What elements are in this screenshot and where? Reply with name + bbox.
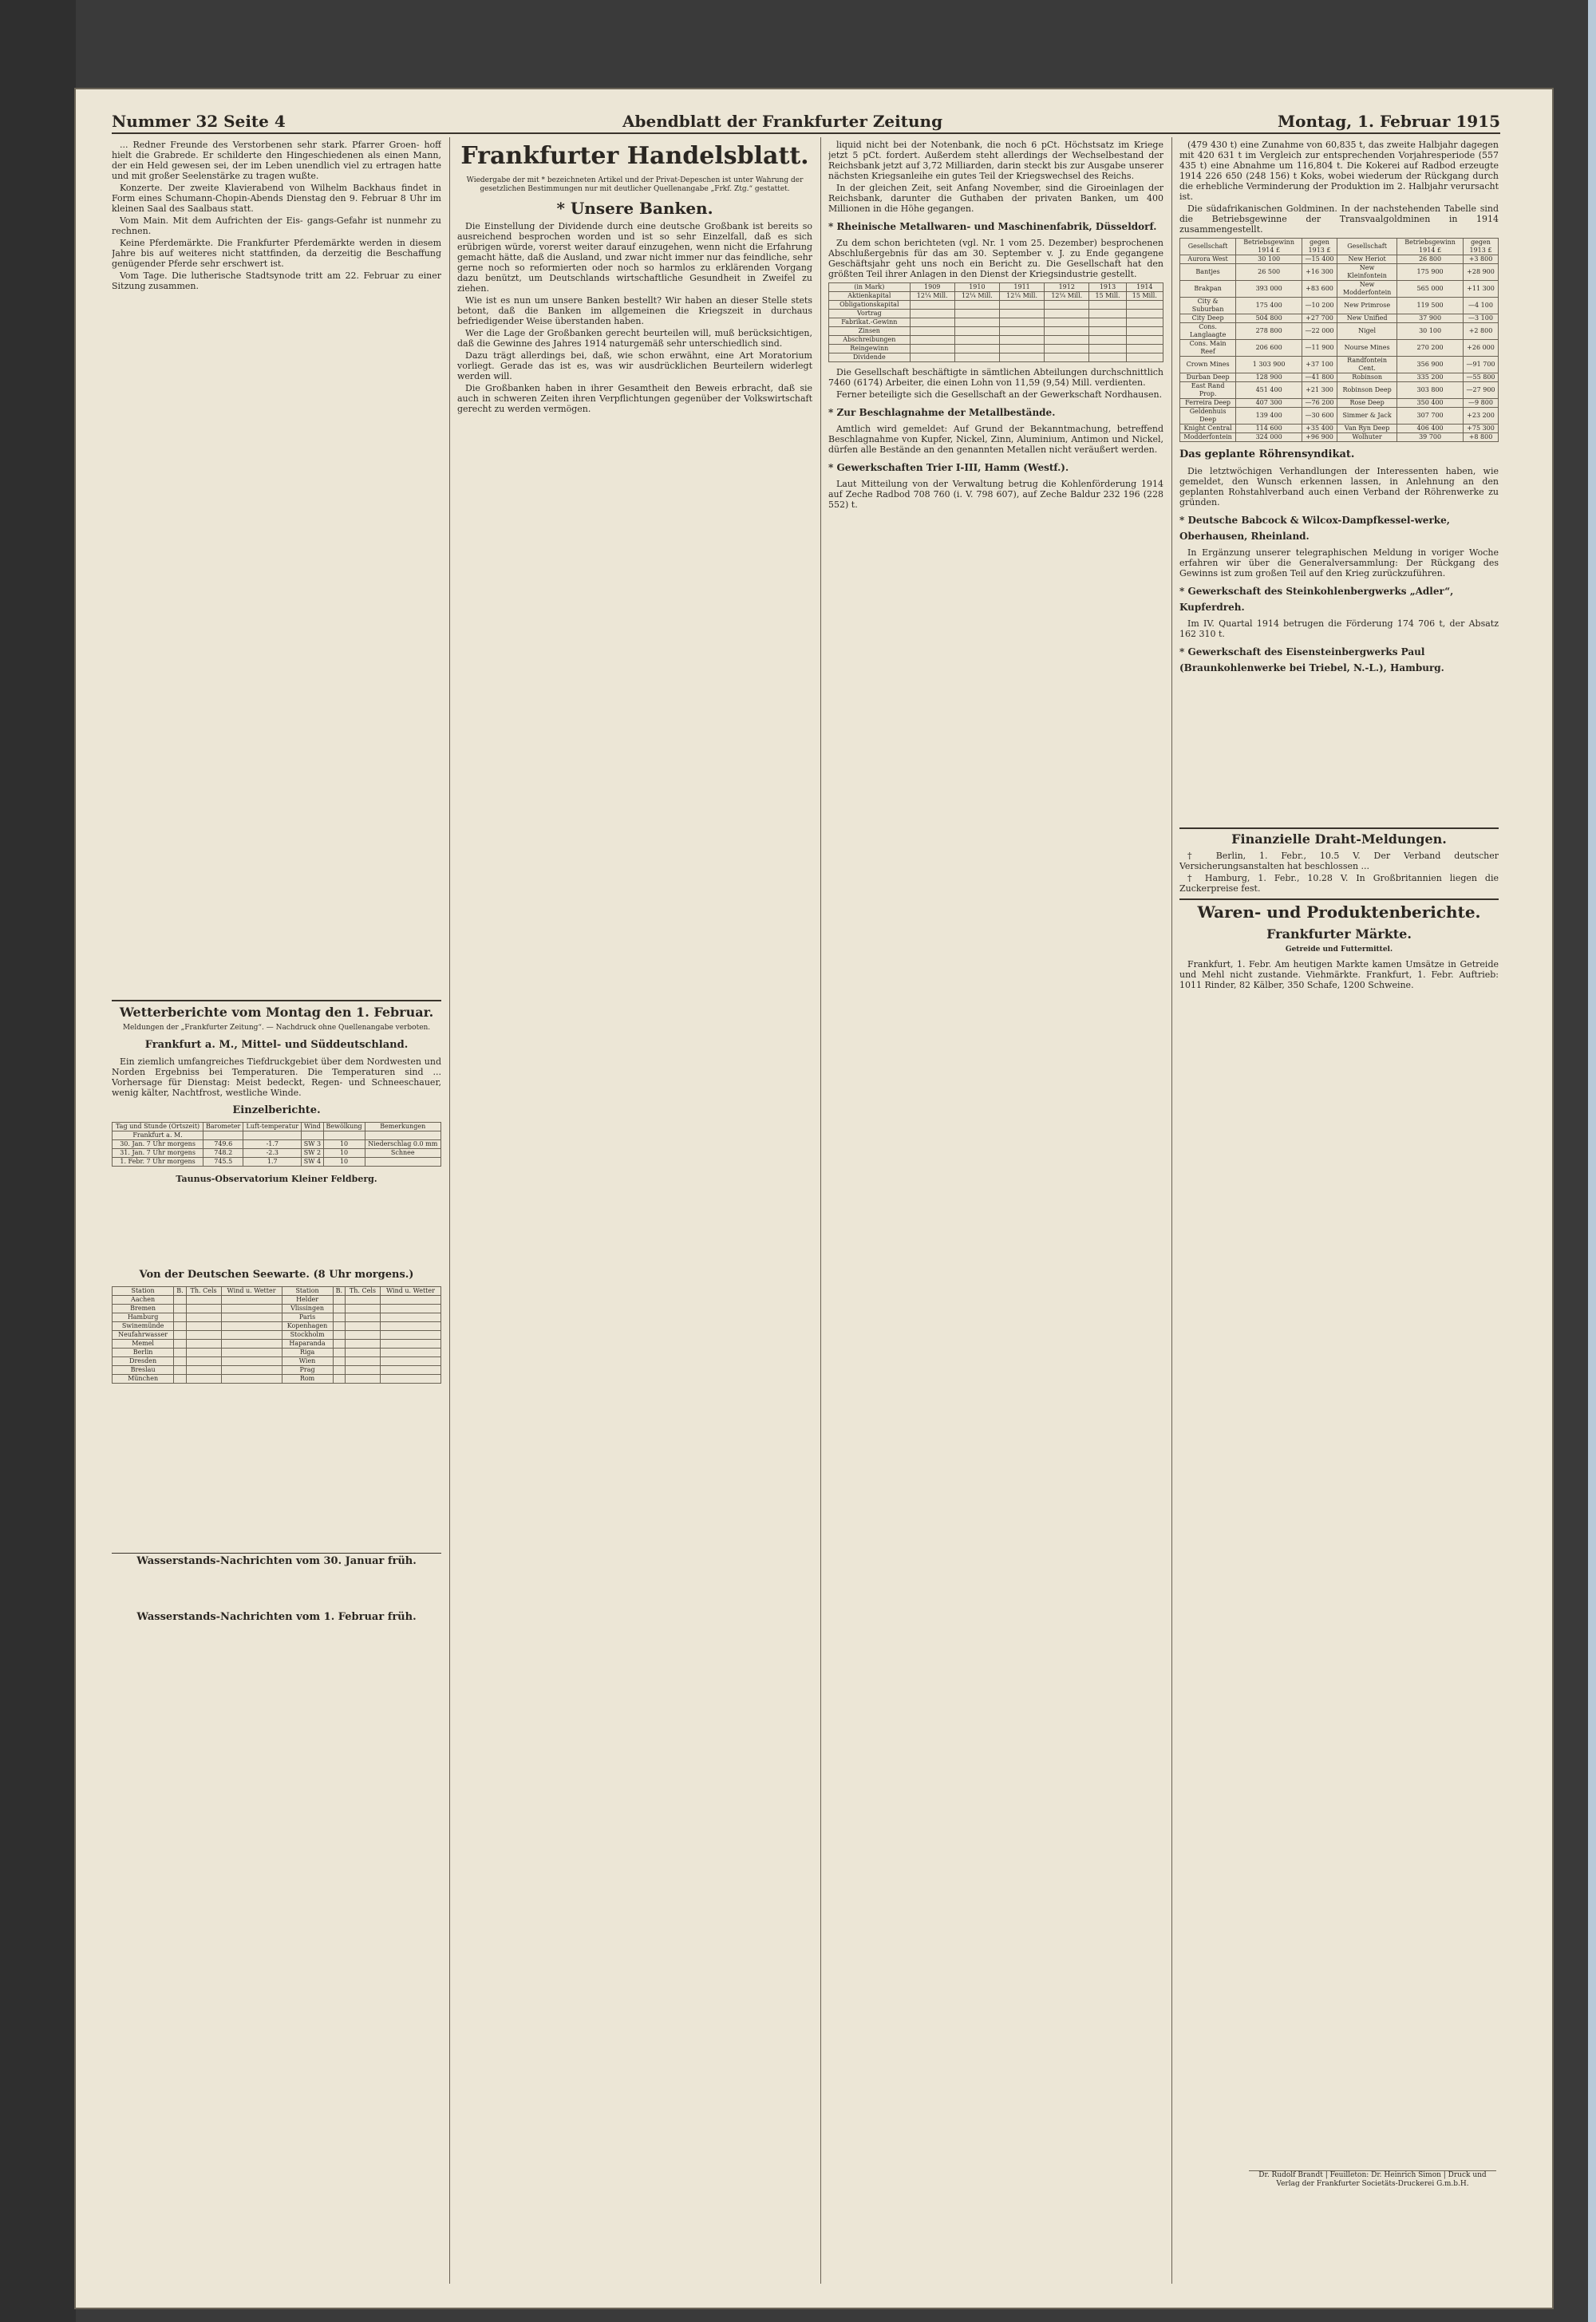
draht-heading: Finanzielle Draht-Meldungen.: [1179, 827, 1499, 847]
scan-edge: [0, 0, 76, 2322]
article-paragraph: Die Gesellschaft beschäftigte in sämtlichen Abteilungen durchschnittlich 7460 (6174) Arbeiter, die einen Lohn von 11,59 (9,54) Mill. verdienten.: [828, 367, 1163, 388]
gold-mines-table: Gesellschaft Betriebsgewinn 1914 £ gegen 1913 £ Gesellschaft Betriebsgewinn 1914 £ gegen 1913 £ Aurora West 30 100 —15 400 New Heriot 26 800 +3 800 Bantjes 26 500 +16 300 New Kleinfontein 175 900 +28 900 Brakpan 393 000 +83 600 New Modderfontein 565 000 +11 300 City & Suburban 175 400 —10 200 New Primrose 119 500 —4 100 City Deep 504 800 +27 700 New Unified 37 900 —3 100 Cons. Langlaagte 278 800 —22 000 Nigel 30 100 +2 800 Cons. Main Reef 206 600 —11 900 Nourse Mines 270 200 +26 000 Crown Mines 1 303 900 +37 100 Randfontein Cent. 356 900 —91 700 Durban Deep 128 900 —41 800 Robinson 335 200 —55 800 East Rand Prop. 451 400 +21 300 Robinson Deep 303 800 —27 900 Ferreira Deep 407 300 —76 200 Rose Deep 350 400 —9 800 Geldenhuis Deep 139 400 —30 600 Simmer & Jack 307 700 +23 200 Knight Central 114 600 +35 400 Van Ryn Deep 406 400 +75 300 Modderfontein 324 000 +96 900 Wolhuter 39 700 +8 800: [1179, 238, 1499, 442]
markt-subheading: Getreide und Futtermittel.: [1285, 946, 1393, 954]
taunus-heading: Taunus-Observatorium Kleiner Feldberg.: [176, 1174, 377, 1184]
article-paragraph: (479 430 t) eine Zunahme von 60,835 t, das zweite Halbjahr dagegen mit 420 631 t im Vergleich zur entsprechenden Vorjahresperiode (557 435 t) eine Abnahme um 116,804 t. Die Kokerei auf Radbod erzeugte 1914 226 650 (248 156) t Koks, wobei wiederum der Rückgang durch die erhebliche Verminderung der Produktion im 2. Halbjahr verursacht ist.: [1179, 140, 1499, 202]
article-heading: * Unsere Banken.: [556, 199, 713, 218]
table-row: Aurora West 30 100 —15 400 New Heriot 26 800 +3 800: [1180, 255, 1499, 264]
water-heading-2: Wasserstands-Nachrichten vom 1. Februar früh.: [136, 1611, 417, 1623]
article-heading: * Zur Beschlagnahme der Metallbestände.: [828, 407, 1056, 418]
filler-text-block: [112, 293, 441, 995]
weather-table: [112, 1122, 441, 1167]
article-paragraph: Ferner beteiligte sich die Gesellschaft an der Gewerkschaft Nordhausen.: [836, 389, 1163, 400]
article-paragraph: Im IV. Quartal 1914 betrugen die Förderung 174 706 t, der Absatz 162 310 t.: [1179, 618, 1499, 639]
article-paragraph: liquid nicht bei der Notenbank, die noch 6 pCt. Höchstsatz im Kriege jetzt 5 pCt. fordert. Außerdem steht allerdings der Wechselbestand der Reichsbank jetzt auf 3,72 Milliarden, darin steckt bis zur Ausgabe unserer nächsten Kriegsanleihe ein gutes Teil der Kriegswechsel des Reichs.: [828, 140, 1163, 181]
table-row: Fabrikat.-Gewinn: [829, 318, 1163, 327]
table-row: 1. Febr. 7 Uhr morgens 745.5 1.7 SW 4 10: [113, 1158, 441, 1167]
table-header: Bewölkung: [323, 1123, 365, 1131]
article-paragraph: Vom Main. Mit dem Aufrichten der Eis- gangs-Gefahr ist nunmehr zu rechnen.: [112, 215, 441, 236]
table-row: Vortrag: [829, 310, 1163, 318]
table-row: Aktienkapital 12¼ Mill. 12¼ Mill. 12¼ Mill. 12¼ Mill. 15 Mill. 15 Mill.: [829, 292, 1163, 301]
table-row: Modderfontein 324 000 +96 900 Wolhuter 39 700 +8 800: [1180, 433, 1499, 442]
article-heading: Das geplante Röhrensyndikat.: [1179, 448, 1355, 460]
table-row: Geldenhuis Deep 139 400 —30 600 Simmer & Jack 307 700 +23 200: [1180, 408, 1499, 425]
article-paragraph: Frankfurt, 1. Febr. Am heutigen Markte kamen Umsätze in Getreide und Mehl nicht zustande. Viehmärkte. Frankfurt, 1. Febr. Auftrieb: 1011 Rinder, 82 Kälber, 350 Schafe, 1200 Schweine.: [1179, 959, 1499, 990]
article-heading: * Gewerkschaften Trier I-III, Hamm (Westf.).: [828, 462, 1069, 473]
table-row: Bantjes 26 500 +16 300 New Kleinfontein 175 900 +28 900: [1180, 264, 1499, 281]
article-paragraph: Wer die Lage der Großbanken gerecht beurteilen will, muß berücksichtigen, daß die Gewinne des Jahres 1914 naturgemäß sehr unterschiedlich sind.: [457, 328, 812, 349]
table-header: Tag und Stunde (Ortszeit): [113, 1123, 203, 1131]
water-heading: Wasserstands-Nachrichten vom 30. Januar früh.: [112, 1553, 441, 1570]
weather-heading: Wetterberichte vom Montag den 1. Februar.: [112, 1000, 441, 1021]
article-paragraph: In Ergänzung unserer telegraphischen Meldung in voriger Woche erfahren wir über die Generalversammlung: Der Rückgang des Gewinns ist zum großen Teil auf den Krieg zurückzuführen.: [1179, 547, 1499, 579]
table-row: Frankfurt a. M.: [113, 1131, 441, 1140]
table-row: City Deep 504 800 +27 700 New Unified 37 900 —3 100: [1180, 314, 1499, 323]
waren-heading: Waren- und Produktenberichte.: [1179, 898, 1499, 922]
table-row: Ferreira Deep 407 300 —76 200 Rose Deep 350 400 —9 800: [1180, 399, 1499, 408]
table-row: Crown Mines 1 303 900 +37 100 Randfontein Cent. 356 900 —91 700: [1180, 357, 1499, 373]
filler-text-block: [1179, 679, 1499, 823]
article-heading: * Rheinische Metallwaren- und Maschinenfabrik, Düsseldorf.: [828, 221, 1157, 232]
table-row: Durban Deep 128 900 —41 800 Robinson 335 200 —55 800: [1180, 373, 1499, 382]
table-row: Dividende: [829, 353, 1163, 362]
article-paragraph: ... Redner Freunde des Verstorbenen sehr stark. Pfarrer Groen- hoff hielt die Grabrede. Er schilderte den Hingeschiedenen als einen Mann, der ein Held gewesen sei, der im Leben unendlich viel zu ertragen hatte und mit großer Seelenstärke zu tragen wußte.: [112, 140, 441, 181]
table-row: Cons. Main Reef 206 600 —11 900 Nourse Mines 270 200 +26 000: [1180, 340, 1499, 357]
table-row: Brakpan 393 000 +83 600 New Modderfontein 565 000 +11 300: [1180, 281, 1499, 298]
newspaper-title: Abendblatt der Frankfurter Zeitung: [622, 112, 943, 131]
scan-border-strip: [1588, 0, 1596, 2322]
imprint: Dr. Rudolf Brandt | Feuilleton: Dr. Heinrich Simon | Druck und Verlag der Frankfurter Societäts-Druckerei G.m.b.H.: [1249, 2170, 1496, 2189]
table-row: München Rom: [113, 1375, 441, 1384]
article-paragraph: † Hamburg, 1. Febr., 10.28 V. In Großbritannien liegen die Zuckerpreise fest.: [1179, 873, 1499, 894]
column-rule: [1171, 137, 1172, 2284]
issue-date: Montag, 1. Februar 1915: [1278, 112, 1500, 131]
table-header: Wind: [302, 1123, 323, 1131]
article-paragraph: Keine Pferdemärkte. Die Frankfurter Pferdemärkte werden in diesem Jahre bis auf weiteres nicht stattfinden, da derzeitig die Beschaffung genügender Pferde sehr erschwert ist.: [112, 238, 441, 269]
article-paragraph: Konzerte. Der zweite Klavierabend von Wilhelm Backhaus findet in Form eines Schumann-Chopin-Abends Dienstag den 9. Februar 8 Uhr im kleinen Saal des Saalbaus statt.: [112, 183, 441, 214]
column-rule: [820, 137, 821, 2284]
column-3: [828, 140, 1163, 2282]
column-1: [112, 140, 441, 2282]
column-4: [1179, 140, 1499, 2282]
article-heading: * Gewerkschaft des Eisensteinbergwerks Paul (Braunkohlenwerke bei Triebel, N.-L.), Hamburg.: [1179, 646, 1444, 673]
article-paragraph: Die Großbanken haben in ihrer Gesamtheit den Beweis erbracht, daß sie auch in schweren Zeiten ihren Verpflichtungen gegenüber der Volkswirtschaft gerecht zu werden vermögen.: [457, 383, 812, 414]
article-paragraph: † Berlin, 1. Febr., 10.5 V. Der Verband deutscher Versicherungsanstalten hat beschlossen ...: [1179, 851, 1499, 871]
table-row: Reingewinn: [829, 345, 1163, 353]
table-row: East Rand Prop. 451 400 +21 300 Robinson Deep 303 800 —27 900: [1180, 382, 1499, 399]
weather-region: Frankfurt a. M., Mittel- und Süddeutschland.: [144, 1039, 409, 1051]
table-row: Obligationskapital: [829, 301, 1163, 310]
article-paragraph: Die letztwöchigen Verhandlungen der Interessenten haben, wie gemeldet, den Wunsch erkennen lassen, in Anlehnung an den geplanten Rohstahlverband auch einen Verband der Röhrenwerke zu gründen.: [1179, 466, 1499, 507]
article-heading: * Deutsche Babcock & Wilcox-Dampfkessel-werke, Oberhausen, Rheinland.: [1179, 515, 1450, 542]
article-paragraph: Laut Mitteilung von der Verwaltung betrug die Kohlenförderung 1914 auf Zeche Radbod 708 760 (i. V. 798 607), auf Zeche Baldur 232 196 (228 552) t.: [828, 479, 1163, 510]
column-rule: [449, 137, 450, 2284]
table-row: Bremen Vlissingen: [113, 1305, 441, 1313]
page-header: [112, 112, 1500, 134]
page-number: Nummer 32 Seite 4: [112, 112, 286, 131]
article-heading: * Gewerkschaft des Steinkohlenbergwerks „Adler“, Kupferdreh.: [1179, 586, 1454, 613]
table-row: Breslau Prag: [113, 1366, 441, 1375]
filler-text-block: [112, 1573, 441, 1605]
markt-heading: Frankfurter Märkte.: [1266, 926, 1412, 942]
table-row: City & Suburban 175 400 —10 200 New Primrose 119 500 —4 100: [1180, 298, 1499, 314]
table-row: Abschreibungen: [829, 336, 1163, 345]
seewarte-heading: Von der Deutschen Seewarte. (8 Uhr morgens.): [139, 1269, 414, 1281]
company-table: (in Mark) 1909 1910 1911 1912 1913 1914 Aktienkapital 12¼ Mill. 12¼ Mill. 12¼ Mill. 12¼ Mill. 15 Mill. 15 Mill. Obligationskapital Vortrag Fabrikat.-Gewinn Zinsen Abschreibungen Reingewinn Dividende: [828, 282, 1163, 362]
table-row: Knight Central 114 600 +35 400 Van Ryn Deep 406 400 +75 300: [1180, 425, 1499, 433]
table-header: Barometer: [203, 1123, 243, 1131]
station-table: Station B. Th. Cels Wind u. Wetter Station B. Th. Cels Wind u. Wetter Aachen Helder Bremen Vlissingen Hamburg Paris Swinemünde Kopenhagen Neufahrwasser Stockholm Memel Haparanda Berlin Riga Dresden Wien Breslau Prag München Rom: [112, 1286, 441, 1384]
table-row: Hamburg Paris: [113, 1313, 441, 1322]
weather-text: Ein ziemlich umfangreiches Tiefdruckgebiet über dem Nordwesten und Norden Ergebniss bei Temperaturen. Die Temperaturen sind ... Vorhersage für Dienstag: Meist bedeckt, Regen- und Schneeschauer, wenig kälter, Nachtfrost, westliche Winde.: [112, 1056, 441, 1098]
article-paragraph: Dazu trägt allerdings bei, daß, wie schon erwähnt, eine Art Moratorium vorliegt. Gerade das ist es, was wir ausdrücklichen Beurteilern widerlegt werden will.: [457, 350, 812, 381]
article-paragraph: Die südafrikanischen Goldminen. In der nachstehenden Tabelle sind die Betriebsgewinne der Transvaalgoldminen in 1914 zusammengestellt.: [1179, 203, 1499, 235]
table-row: Berlin Riga: [113, 1349, 441, 1357]
table-row: Cons. Langlaagte 278 800 —22 000 Nigel 30 100 +2 800: [1180, 323, 1499, 340]
column-2: [457, 140, 812, 2282]
table-header: Luft-temperatur: [243, 1123, 302, 1131]
table-row: 30. Jan. 7 Uhr morgens 749.6 -1.7 SW 3 10 Niederschlag 0.0 mm: [113, 1140, 441, 1149]
table-header: Bemerkungen: [365, 1123, 440, 1131]
table-row: Aachen Helder: [113, 1296, 441, 1305]
table-row: 31. Jan. 7 Uhr morgens 748.2 -2.3 SW 2 10 Schnee: [113, 1149, 441, 1158]
masthead-note: Wiedergabe der mit * bezeichneten Artikel und der Privat-Depeschen ist unter Wahrung der gesetzlichen Bestimmungen nur mit deutlicher Quellenangabe „Frkf. Ztg.“ gestattet.: [466, 176, 804, 193]
article-paragraph: In der gleichen Zeit, seit Anfang November, sind die Giroeinlagen der Reichsbank, darunter die Guthaben der privaten Banken, um 400 Millionen in die Höhe gegangen.: [828, 183, 1163, 214]
filler-text-block: [112, 1191, 441, 1262]
article-paragraph: Zu dem schon berichteten (vgl. Nr. 1 vom 25. Dezember) besprochenen Abschlußergebnis für das am 30. September v. J. zu Ende gegangene Geschäftsjahr geht uns noch ein Bericht zu. Die Gesellschaft hat den größten Teil ihrer Anlagen in den Dienst der Kriegsindustrie gestellt.: [828, 238, 1163, 279]
filler-text-block: [112, 1388, 441, 1548]
table-row: Dresden Wien: [113, 1357, 441, 1366]
table-row: Neufahrwasser Stockholm: [113, 1331, 441, 1340]
article-paragraph: Amtlich wird gemeldet: Auf Grund der Bekanntmachung, betreffend Beschlagnahme von Kupfer, Nickel, Zinn, Aluminium, Antimon und Nickel, dürfen alle Bestände an den genannten Metallen nicht veräußert werden.: [828, 424, 1163, 455]
article-paragraph: Wie ist es nun um unsere Banken bestellt? Wir haben an dieser Stelle stets betont, daß die Banken im allgemeinen die Kriegszeit in durchaus befriedigender Weise überstanden haben.: [457, 295, 812, 326]
article-paragraph: Die Einstellung der Dividende durch eine deutsche Großbank ist bereits so ausreichend besprochen worden und ist so sehr Einzelfall, daß es sich erübrigen würde, vorerst weiter darauf einzugehen, wenn nicht die Erfahrung gemacht hätte, daß die Ausland, und zwar nicht immer nur das feindliche, sehr gerne noch so reformierten oder noch so harmlos zu erklärenden Vorgang dazu benützt, um Deutschlands wirtschaftliche Gesundheit in Zweifel zu ziehen.: [457, 221, 812, 294]
weather-subheading: Meldungen der „Frankfurter Zeitung“. — Nachdruck ohne Quellenangabe verboten.: [122, 1024, 431, 1032]
table-row: Memel Haparanda: [113, 1340, 441, 1349]
table-row: Zinsen: [829, 327, 1163, 336]
article-paragraph: Vom Tage. Die lutherische Stadtsynode tritt am 22. Februar zu einer Sitzung zusammen.: [112, 271, 441, 291]
handelsblatt-masthead: Frankfurter Handelsblatt.: [460, 142, 809, 170]
table-row: Swinemünde Kopenhagen: [113, 1322, 441, 1331]
einzelberichte-heading: Einzelberichte.: [232, 1104, 321, 1116]
